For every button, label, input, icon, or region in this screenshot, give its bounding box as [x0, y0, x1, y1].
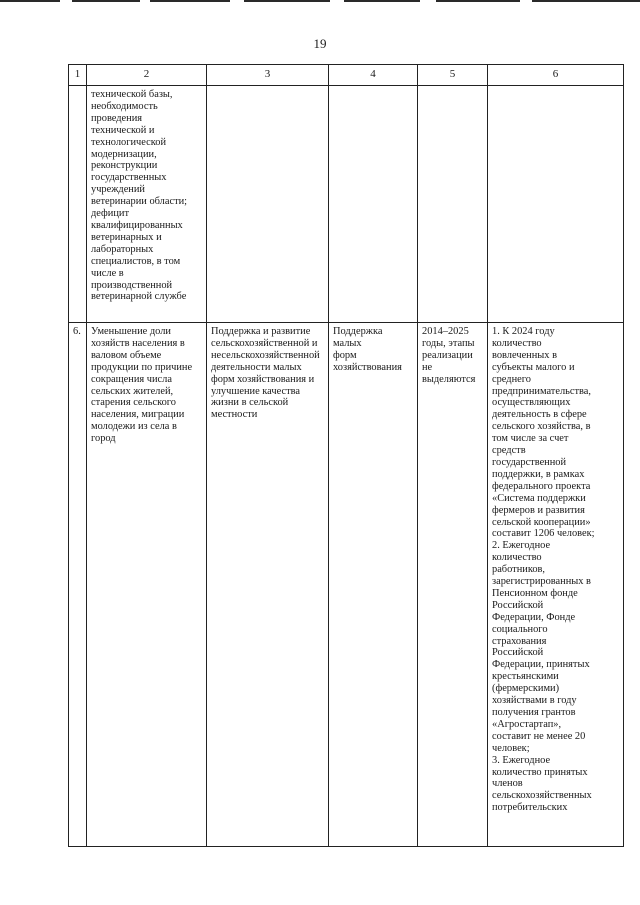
result-cell	[488, 86, 624, 323]
top-border-line	[0, 0, 640, 2]
result-cell: 1. К 2024 году количество вовлеченных в субъекты малого и среднего предпринимательства, осуществляющих деятельность в сфере сельского хозяйства, в том числе за счет средств государственной поддержки, в рамках федерального проекта «Система поддержки фермеров и развития сельской кооперации» составит 1206 человек; 2. Ежегодное количество работников, зарегистрированных в Пенсионном фонде Российской Федерации, Фонде социального страхования Российской Федерации, принятых крестьянскими (фермерскими) хозяйствами в году получения грантов «Агростартап», составит не менее 20 человек; 3. Ежегодное количество принятых членов сельскохозяйственных потребительских	[488, 323, 624, 847]
measure-cell	[329, 86, 418, 323]
document-table	[68, 64, 624, 847]
table-header-row	[69, 65, 624, 86]
page-number: 19	[313, 36, 327, 51]
measure-cell: Поддержка малых форм хозяйствования	[329, 323, 418, 847]
table-row	[69, 323, 624, 847]
period-cell: 2014–2025 годы, этапы реализации не выделяются	[418, 323, 488, 847]
table-row	[69, 86, 624, 323]
header-cell-3: 3	[207, 65, 329, 86]
task-cell	[207, 86, 329, 323]
header-cell-5: 5	[418, 65, 488, 86]
header-cell-1: 1	[69, 65, 87, 86]
header-cell-2: 2	[87, 65, 207, 86]
row-number-cell	[69, 86, 87, 323]
header-cell-6: 6	[488, 65, 624, 86]
header-cell-4: 4	[329, 65, 418, 86]
period-cell	[418, 86, 488, 323]
problem-cell: Уменьшение доли хозяйств населения в валовом объеме продукции по причине сокращения числа сельских жителей, старения сельского населения, миграции молодежи из села в город	[87, 323, 207, 847]
task-cell: Поддержка и развитие сельскохозяйственной и несельскохозяйственной деятельности малых форм хозяйствования и улучшение качества жизни в сельской местности	[207, 323, 329, 847]
row-number-cell: 6.	[69, 323, 87, 847]
problem-cell: технической базы, необходимость проведения технической и технологической модернизации, реконструкции государственных учреждений ветеринарии области; дефицит квалифицированных ветеринарных и лабораторных специалистов, в том числе в производственной ветеринарной службе	[87, 86, 207, 323]
